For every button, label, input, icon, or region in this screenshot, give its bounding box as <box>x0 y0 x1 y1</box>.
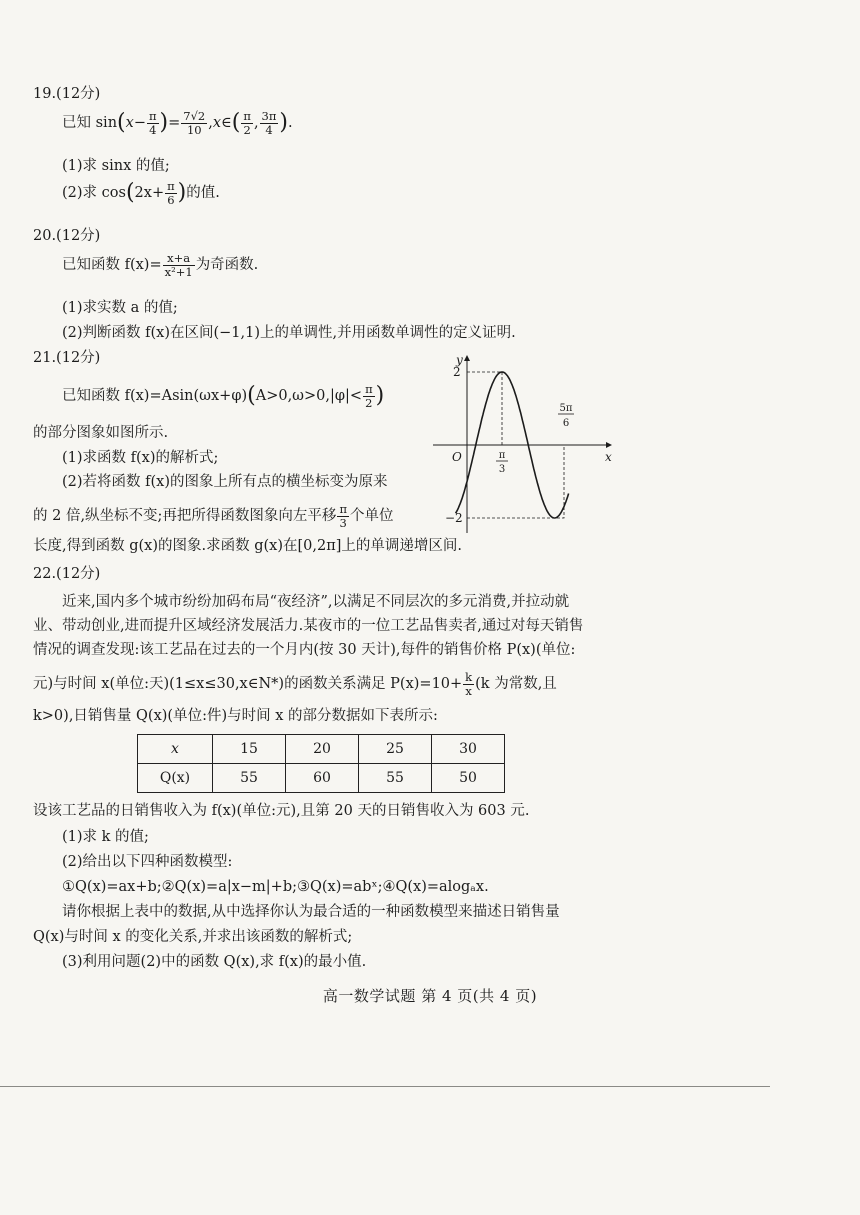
sales-table <box>137 734 505 793</box>
q21-part1: (1)求函数 f(x)的解析式; <box>62 450 219 466</box>
q22-part2: (2)给出以下四种函数模型: <box>62 854 233 870</box>
min-guide <box>467 445 564 518</box>
y-axis-label: y <box>456 353 463 367</box>
page-divider <box>0 1086 770 1087</box>
q20-part1: (1)求实数 a 的值; <box>62 300 178 316</box>
q22-header: 22.(12分) <box>33 566 101 582</box>
tick1-num: π <box>498 450 506 461</box>
q19-part1: (1)求 sinx 的值; <box>62 158 170 174</box>
q19-given: 已知 sin(x− $\frac{\pi}{4}$ )= $\frac{7√2}{10}$ ,x∈( $\frac{\pi}{2}$ , $\frac{3\pi}{4}$ ). <box>62 109 293 137</box>
q22-para2: 业、带动创业,进而提升区域经济发展活力.某夜市的一位工艺品售卖者,通过对每天销售 <box>33 618 584 634</box>
table-cell: 30 <box>432 735 505 764</box>
tick1-den: 3 <box>498 464 506 475</box>
q21-given: 已知函数 f(x)=Asin(ωx+φ)(A>0,ω>0,|φ|< $\frac{\pi}{2}$ ) <box>62 382 385 410</box>
q22-para4: 元)与时间 x(单位:天)(1≤x≤30,x∈N*)的函数关系满足 P(x)=10+ $\frac{k}{x}$ (k 为常数,且 <box>33 670 557 698</box>
q22-after-table: 设该工艺品的日销售收入为 f(x)(单位:元),且第 20 天的日销售收入为 603 元. <box>33 803 530 819</box>
q22-para1: 近来,国内多个城市纷纷加码布局“夜经济”,以满足不同层次的多元消费,并拉动就 <box>62 594 570 610</box>
q21-part2a: (2)若将函数 f(x)的图象上所有点的横坐标变为原来 <box>62 474 388 490</box>
q22-para3: 情况的调查发现:该工艺品在过去的一个月内(按 30 天计),每件的销售价格 P(x)(单位: <box>33 642 576 658</box>
q19-header: 19.(12分) <box>33 86 101 102</box>
origin-label: O <box>452 450 462 464</box>
tick2-den: 6 <box>562 418 570 429</box>
table-row <box>138 735 505 764</box>
q21-part2b: 的 2 倍,纵坐标不变;再把所得函数图象向左平移 $\frac{\pi}{3}$ 个单位 <box>33 502 394 530</box>
q21-header: 21.(12分) <box>33 350 101 366</box>
q20-part2: (2)判断函数 f(x)在区间(−1,1)上的单调性,并用函数单调性的定义证明. <box>62 325 516 341</box>
q22-part2-text1: 请你根据上表中的数据,从中选择你认为最合适的一种函数模型来描述日销售量 <box>62 904 560 920</box>
table-cell: 60 <box>286 764 359 793</box>
q22-part2-text2: Q(x)与时间 x 的变化关系,并求出该函数的解析式; <box>33 929 353 945</box>
q22-para5: k>0),日销售量 Q(x)(单位:件)与时间 x 的部分数据如下表所示: <box>33 708 438 724</box>
table-cell: 25 <box>359 735 432 764</box>
q22-models: ①Q(x)=ax+b;②Q(x)=a|x−m|+b;③Q(x)=abˣ;④Q(x)=alogₐx. <box>62 879 489 895</box>
tick2-num: 5π <box>559 403 573 414</box>
table-cell: 20 <box>286 735 359 764</box>
q20-given: 已知函数 f(x)= $\frac{x+a}{\text{x²+1}}$ 为奇函数. <box>62 251 259 279</box>
q22-part1: (1)求 k 的值; <box>62 829 149 845</box>
y-min-label: −2 <box>445 511 463 525</box>
page-footer: 高一数学试题 第 4 页(共 4 页) <box>322 987 538 1005</box>
sine-graph <box>425 348 615 538</box>
q19-part2: (2)求 cos(2x+ $\frac{\pi}{6}$ )的值. <box>62 179 220 207</box>
q21-part2c: 长度,得到函数 g(x)的图象.求函数 g(x)在[0,2π]上的单调递增区间. <box>33 538 462 554</box>
x-axis-label: x <box>605 450 612 464</box>
table-cell: 15 <box>213 735 286 764</box>
table-cell: 55 <box>213 764 286 793</box>
table-cell: Q(x) <box>138 764 213 793</box>
table-row <box>138 764 505 793</box>
table-cell: 50 <box>432 764 505 793</box>
table-cell: 55 <box>359 764 432 793</box>
y-max-label: 2 <box>453 365 461 379</box>
table-cell: x <box>138 735 213 764</box>
q22-part3: (3)利用问题(2)中的函数 Q(x),求 f(x)的最小值. <box>62 954 367 970</box>
q20-header: 20.(12分) <box>33 228 101 244</box>
q21-line2: 的部分图象如图所示. <box>33 425 169 441</box>
